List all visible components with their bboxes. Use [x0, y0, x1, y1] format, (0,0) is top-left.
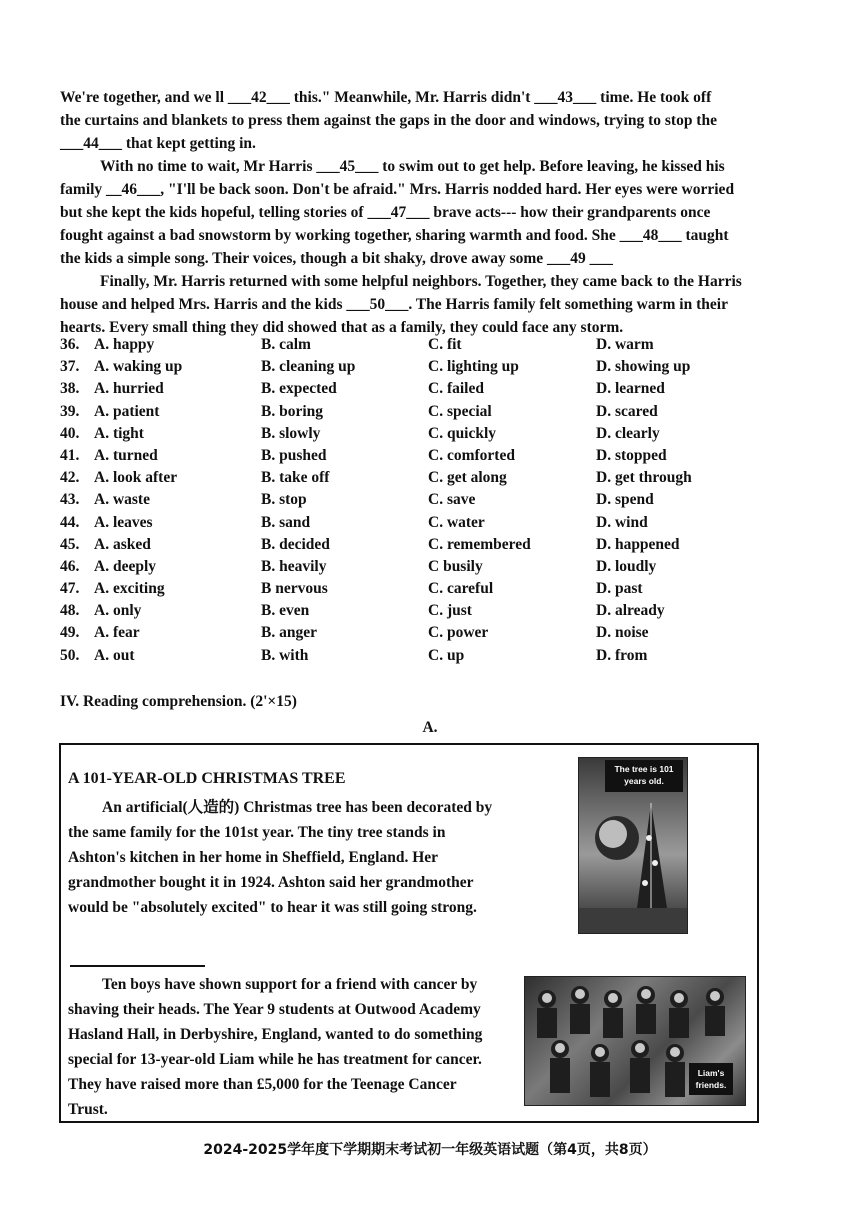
- question-number: 44.: [60, 513, 80, 531]
- passage-line: With no time to wait, Mr Harris ___45___ to swim out to get help. Before leaving, he kissed his: [100, 158, 725, 175]
- article-line: the same family for the 101st year. The tiny tree stands in: [68, 824, 446, 841]
- option-b: B nervous: [261, 580, 328, 598]
- option-row: [60, 580, 760, 602]
- option-a: A. tight: [94, 424, 144, 442]
- photo-caption: [605, 760, 683, 792]
- option-c: C. power: [428, 624, 489, 642]
- option-a: A. waking up: [94, 358, 183, 376]
- option-row: [60, 514, 760, 536]
- option-c: C. just: [428, 602, 472, 620]
- option-d: D. already: [596, 602, 665, 620]
- option-d: D. showing up: [596, 358, 691, 376]
- option-c: C. careful: [428, 580, 494, 598]
- option-c: C. water: [428, 513, 485, 531]
- article-divider: [70, 965, 205, 967]
- question-number: 39.: [60, 402, 80, 420]
- question-number: 38.: [60, 380, 80, 398]
- answer-options-list: [60, 336, 760, 669]
- option-row: [60, 469, 760, 491]
- option-c: C busily: [428, 557, 483, 575]
- option-row: [60, 602, 760, 624]
- option-d: D. wind: [596, 513, 648, 531]
- option-d: D. stopped: [596, 446, 667, 464]
- option-c: C. quickly: [428, 424, 497, 442]
- option-c: C. up: [428, 646, 465, 664]
- photo-caption-line: Liam's: [697, 1068, 725, 1078]
- option-b: B. slowly: [261, 424, 321, 442]
- question-number: 43.: [60, 491, 80, 509]
- question-number: 46.: [60, 557, 80, 575]
- option-b: B. calm: [261, 336, 311, 353]
- photo-caption-line: The tree is 101: [614, 764, 674, 774]
- article-line: special for 13-year-old Liam while he has treatment for cancer.: [68, 1051, 482, 1068]
- article-line: Trust.: [68, 1101, 108, 1118]
- photo-caption-line: years old.: [624, 776, 664, 786]
- question-number: 47.: [60, 580, 80, 598]
- option-c: C. save: [428, 491, 476, 509]
- option-a: A. exciting: [94, 580, 165, 598]
- passage-line: the kids a simple song. Their voices, though a bit shaky, drove away some ___49 ___: [60, 250, 613, 267]
- option-d: D. get through: [596, 469, 692, 487]
- question-number: 41.: [60, 446, 80, 464]
- option-b: B. pushed: [261, 446, 327, 464]
- option-a: A. leaves: [94, 513, 153, 531]
- article-line: They have raised more than £5,000 for the Teenage Cancer: [68, 1076, 457, 1093]
- option-row: [60, 558, 760, 580]
- passage-line: We're together, and we ll ___42___ this." Meanwhile, Mr. Harris didn't ___43___ time. He took off: [60, 89, 712, 106]
- option-c: C. special: [428, 402, 492, 420]
- option-d: D. happened: [596, 535, 680, 553]
- option-c: C. failed: [428, 380, 484, 398]
- article-line: would be "absolutely excited" to hear it was still going strong.: [68, 899, 477, 916]
- section-title: IV. Reading comprehension. (2'×15): [60, 693, 297, 710]
- question-number: 40.: [60, 424, 80, 442]
- option-row: [60, 403, 760, 425]
- option-b: B. stop: [261, 491, 307, 509]
- passage-line: house and helped Mrs. Harris and the kids ___50___. The Harris family felt something warm in their: [60, 296, 728, 313]
- passage-line: Finally, Mr. Harris returned with some helpful neighbors. Together, they came back to the Harris: [100, 273, 742, 290]
- option-a: A. deeply: [94, 557, 156, 575]
- christmas-tree-photo: [578, 757, 688, 934]
- option-a: A. turned: [94, 446, 158, 464]
- question-number: 36.: [60, 336, 80, 353]
- question-number: 37.: [60, 358, 80, 376]
- option-b: B. anger: [261, 624, 317, 642]
- option-b: B. decided: [261, 535, 330, 553]
- option-a: A. fear: [94, 624, 140, 642]
- option-row: [60, 336, 760, 358]
- question-number: 42.: [60, 469, 80, 487]
- option-d: D. loudly: [596, 557, 657, 575]
- passage-line: the curtains and blankets to press them against the gaps in the door and windows, trying to stop the: [60, 112, 717, 129]
- option-a: A. out: [94, 646, 135, 664]
- passage-line: hearts. Every small thing they did showed that as a family, they could face any storm.: [60, 319, 624, 336]
- article-line: Ashton's kitchen in her home in Sheffield, England. Her: [68, 849, 439, 866]
- option-row: [60, 425, 760, 447]
- option-c: C. lighting up: [428, 358, 519, 376]
- option-row: [60, 447, 760, 469]
- option-row: [60, 624, 760, 646]
- passage-line: but she kept the kids hopeful, telling stories of ___47___ brave acts--- how their grandparents once: [60, 204, 711, 221]
- option-d: D. past: [596, 580, 643, 598]
- option-b: B. even: [261, 602, 310, 620]
- article-line: Hasland Hall, in Derbyshire, England, wanted to do something: [68, 1026, 483, 1043]
- group-photo: [524, 976, 746, 1106]
- photo-caption: [689, 1063, 733, 1095]
- option-b: B. boring: [261, 402, 324, 420]
- article-line: An artificial(人造的) Christmas tree has been decorated by: [102, 799, 493, 816]
- option-a: A. asked: [94, 535, 151, 553]
- question-number: 49.: [60, 624, 80, 642]
- article-line: shaving their heads. The Year 9 students at Outwood Academy: [68, 1001, 481, 1018]
- option-a: A. happy: [94, 336, 155, 353]
- option-b: B. with: [261, 646, 309, 664]
- option-c: C. comforted: [428, 446, 515, 464]
- option-a: A. waste: [94, 491, 150, 509]
- section-part-label: A.: [422, 719, 438, 736]
- cloze-passage: [60, 86, 756, 339]
- option-row: [60, 380, 760, 402]
- option-a: A. only: [94, 602, 142, 620]
- option-d: D. scared: [596, 402, 658, 420]
- passage-line: family __46___, "I'll be back soon. Don't be afraid." Mrs. Harris nodded hard. Her eyes were worried: [60, 181, 735, 198]
- option-d: D. learned: [596, 380, 665, 398]
- option-b: B. cleaning up: [261, 358, 356, 376]
- article-title: A 101-YEAR-OLD CHRISTMAS TREE: [68, 770, 346, 787]
- option-a: A. look after: [94, 469, 178, 487]
- option-d: D. warm: [596, 336, 654, 353]
- question-number: 48.: [60, 602, 80, 620]
- option-row: [60, 536, 760, 558]
- photo-caption-line: friends.: [695, 1080, 727, 1090]
- option-d: D. spend: [596, 491, 654, 509]
- option-d: D. clearly: [596, 424, 660, 442]
- question-number: 50.: [60, 646, 80, 664]
- option-a: A. hurried: [94, 380, 164, 398]
- article-line: Ten boys have shown support for a friend with cancer by: [102, 976, 478, 993]
- option-c: C. remembered: [428, 535, 531, 553]
- option-d: D. noise: [596, 624, 649, 642]
- article-line: grandmother bought it in 1924. Ashton said her grandmother: [68, 874, 474, 891]
- option-c: C. get along: [428, 469, 507, 487]
- option-b: B. take off: [261, 469, 330, 487]
- option-b: B. expected: [261, 380, 337, 398]
- option-c: C. fit: [428, 336, 462, 353]
- page-footer: 2024-2025学年度下学期期末考试初一年级英语试题（第4页，共8页）: [203, 1142, 657, 1158]
- option-b: B. heavily: [261, 557, 327, 575]
- article-1-text: [68, 795, 496, 920]
- option-b: B. sand: [261, 513, 311, 531]
- option-a: A. patient: [94, 402, 160, 420]
- passage-line: ___44___ that kept getting in.: [60, 135, 256, 152]
- option-row: [60, 647, 760, 669]
- passage-line: fought against a bad snowstorm by working together, sharing warmth and food. She ___48___ taught: [60, 227, 729, 244]
- question-number: 45.: [60, 535, 80, 553]
- option-row: [60, 491, 760, 513]
- option-d: D. from: [596, 646, 648, 664]
- article-2-text: [68, 972, 496, 1122]
- option-row: [60, 358, 760, 380]
